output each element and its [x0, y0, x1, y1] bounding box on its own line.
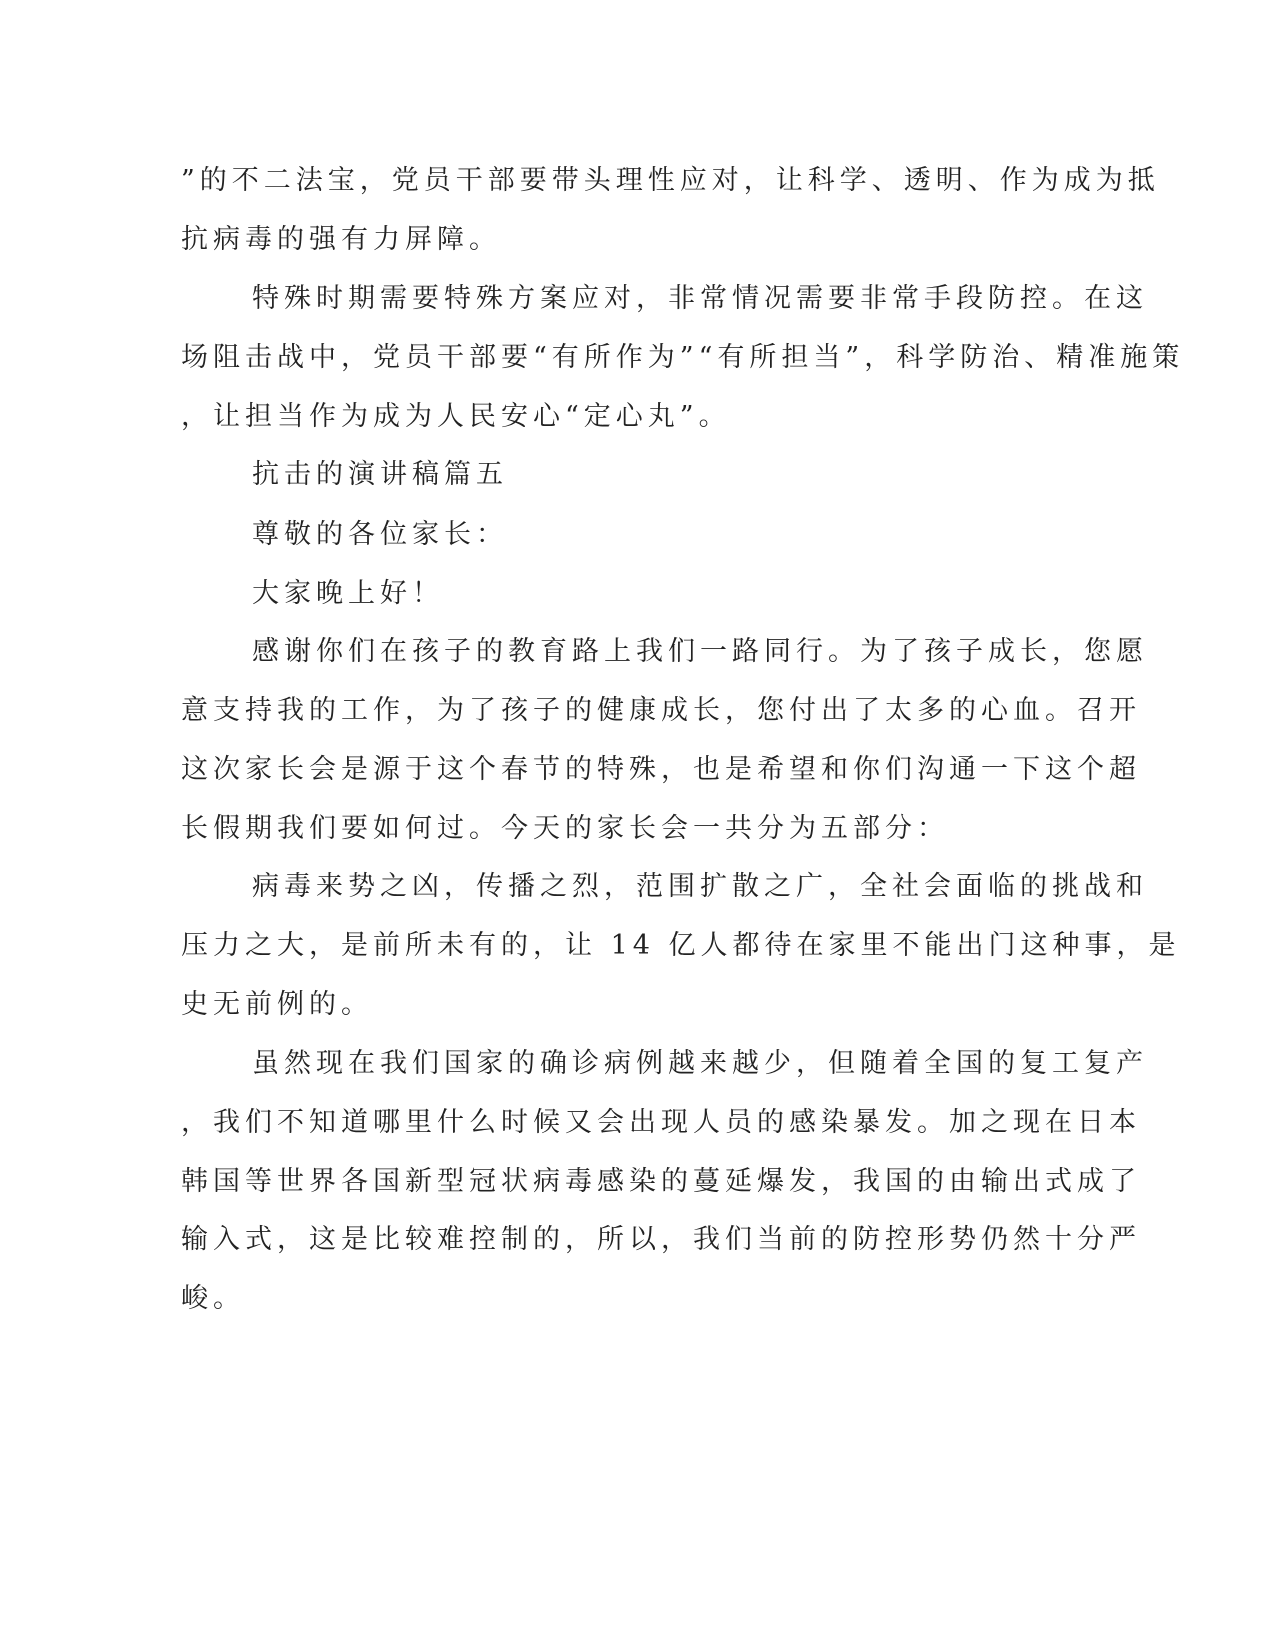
text-line: 病毒来势之凶，传播之烈，范围扩散之广，全社会面临的挑战和: [252, 871, 1148, 902]
text-line: 峻。: [181, 1283, 245, 1314]
text-line: 虽然现在我们国家的确诊病例越来越少，但随着全国的复工复产: [252, 1048, 1148, 1079]
text-line: ，我们不知道哪里什么时候又会出现人员的感染暴发。加之现在日本: [181, 1107, 1141, 1138]
text-line: 长假期我们要如何过。今天的家长会一共分为五部分：: [181, 813, 949, 844]
text-line: 感谢你们在孩子的教育路上我们一路同行。为了孩子成长，您愿: [252, 636, 1148, 667]
text-line: ”的不二法宝，党员干部要带头理性应对，让科学、透明、作为成为抵: [181, 165, 1160, 196]
text-line: 特殊时期需要特殊方案应对，非常情况需要非常手段防控。在这: [252, 283, 1148, 314]
text-line: 这次家长会是源于这个春节的特殊，也是希望和你们沟通一下这个超: [181, 754, 1141, 785]
greeting: 大家晚上好！: [252, 578, 444, 609]
text-line: 场阻击战中，党员干部要“有所作为”“有所担当”，科学防治、精准施策: [181, 342, 1185, 373]
text-line: 史无前例的。: [181, 989, 373, 1020]
text-line: 压力之大，是前所未有的，让 14 亿人都待在家里不能出门这种事，是: [181, 930, 1181, 961]
text-line: 意支持我的工作，为了孩子的健康成长，您付出了太多的心血。召开: [181, 695, 1141, 726]
section-heading: 抗击的演讲稿篇五: [252, 459, 508, 490]
text-line: 韩国等世界各国新型冠状病毒感染的蔓延爆发，我国的由输出式成了: [181, 1166, 1141, 1197]
text-line: 输入式，这是比较难控制的，所以，我们当前的防控形势仍然十分严: [181, 1224, 1141, 1255]
salutation: 尊敬的各位家长：: [252, 519, 508, 550]
text-line: ，让担当作为成为人民安心“定心丸”。: [181, 401, 731, 432]
text-line: 抗病毒的强有力屏障。: [181, 224, 501, 255]
